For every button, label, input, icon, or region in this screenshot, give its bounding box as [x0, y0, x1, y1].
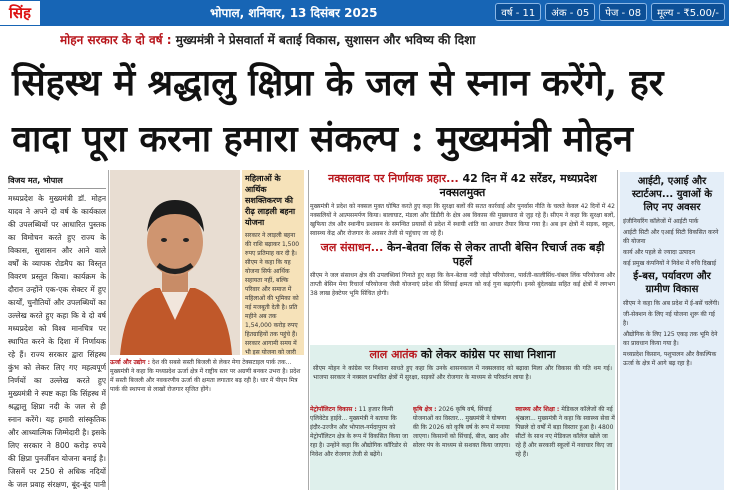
right-sidebar	[620, 172, 724, 490]
water-text: सीएम ने जल संसाधन क्षेत्र की उपलब्धियां गिनाते हुए कहा कि केन-बेतवा नदी जोड़ो परियोजना, पार्वती-कालीसिंध-चंबल लिंक परियोजना और ताप्ती बेसिन मेगा रिचार्ज परियोजना जैसी योजनाएं प्रदेश की सिंचाई क्षमता को कई गुना बढ़ाएंगी। इनसे बुंदेलखंड सहित कई क्षेत्रों में लगभग 38 लाख हेक्टेयर भूमि सिंचित होगी।	[310, 272, 615, 297]
byline: विजय मत, भोपाल	[8, 175, 106, 189]
energy-story	[110, 358, 305, 428]
newspaper-logo[interactable]: सिंह	[0, 1, 40, 25]
meta-year: वर्ष - 11	[495, 3, 541, 21]
agri-label: कृषि क्षेत्र :	[412, 406, 437, 413]
bottom-columns	[310, 405, 615, 490]
water-headline[interactable]	[310, 241, 615, 269]
water-headline-prefix: जल संसाधन...	[320, 241, 384, 254]
red-terror-headline[interactable]	[313, 348, 612, 362]
health-text: मेडिकल कॉलेजों की नई श्रृंखला... मुख्यमंत्री ने कहा कि स्वास्थ्य सेवा में पिछले दो वर्षों में बड़ा विस्तार हुआ है। 4800 सीटों के साथ नए मेडिकल कॉलेज खोले जा रहे हैं और सरकारी स्कूलों में नवाचार किए जा रहे हैं।	[515, 406, 615, 458]
lead-story-column	[8, 175, 106, 490]
ebus-heading[interactable]: ई-बस, पर्यावरण और ग्रामीण विकास	[633, 271, 711, 295]
kicker-rest: मुख्यमंत्री ने प्रेसवार्ता में बताई विकास, सुशासन और भविष्य की दिशा	[171, 33, 476, 47]
it-ai-heading[interactable]: आईटी, एआई और स्टार्टअप... युवाओं के लिए नए अवसर	[631, 176, 713, 213]
red-terror-prefix: लाल आतंक	[369, 348, 418, 361]
masthead-bar	[0, 0, 729, 26]
metro-label: मेट्रोपॉलिटन विकास :	[310, 406, 357, 413]
naxal-headline-rest: 42 दिन में 42 सरेंडर, मध्यप्रदेश नक्सलमुक्त	[439, 172, 597, 199]
list-item: इंजीनियरिंग कॉलेजों में आईटी पार्क	[623, 218, 699, 225]
divider	[617, 170, 618, 490]
list-item: आईटी सिटी और एआई सिटी विकसित करने की योजना	[623, 229, 719, 245]
metro-column	[310, 405, 410, 490]
location-date: भोपाल, शनिवार, 13 दिसंबर 2025	[210, 6, 378, 20]
naxal-headline-prefix: नक्सलवाद पर निर्णायक प्रहार...	[328, 172, 459, 185]
list-item: कई प्रमुख कंपनियों ने निवेश में रुचि दिखाई	[623, 260, 717, 267]
meta-page: पेज - 08	[599, 3, 647, 21]
list-item: कार्य और पहले से ज्यादा उत्पादन	[623, 249, 695, 256]
naxal-story	[310, 172, 615, 340]
list-item: औद्योगिक के लिए 125 एकड़ तक भूमि देने का प्रावधान किया गया है।	[623, 331, 718, 347]
it-ai-list	[623, 217, 721, 268]
water-headline-rest: केन-बेतवा लिंक से लेकर ताप्ती बेसिन रिचार्ज तक बड़ी पहलें	[383, 241, 605, 268]
energy-label: ऊर्जा और उद्योग :	[110, 359, 150, 366]
main-headline[interactable]: सिंहस्थ में श्रद्धालु क्षिप्रा के जल से स्नान करेंगे, हर वादा पूरा करना हमारा संकल्प : मुख्यमंत्री मोहन	[12, 62, 664, 160]
sidebox-text: सरकार ने लाड़ली बहना की राशि बढ़ाकर 1,500 रुपए प्रतिमाह कर दी है। सीएम ने कहा कि यह योजना सिर्फ आर्थिक सहायता नहीं, बल्कि परिवार और समाज में महिलाओं की भूमिका को नई मजबूती देती है। प्रति महीने अब तक 1,54,000 करोड़ रुपए हितग्राहियों तक पहुंचे हैं। सरकार आगामी समय में भी इस योजना को जारी	[245, 232, 300, 355]
list-item: सीएम ने कहा कि अब प्रदेश में ई-बसें चलेंगी।	[623, 300, 720, 307]
divider	[108, 170, 109, 490]
energy-text: देश की सबसे सस्ती बिजली से लेकर मेगा टेक्सटाइल पार्क तक... मुख्यमंत्री ने कहा कि मध्यप्रदेश ऊर्जा क्षेत्र में राष्ट्रीय स्तर पर अग्रणी बनकर उभरा है। प्रदेश में सस्ती बिजली और नवकरणीय ऊर्जा की क्षमता लगातार बढ़ रही है। धार में पीएम मित्र पार्क की स्थापना से लाखों रोजगार सृजित होंगे।	[110, 359, 301, 393]
sidebox-title: महिलाओं के आर्थिक सशक्तिकरण की रीढ़ लाड़ली बहना योजना	[245, 174, 296, 227]
meta-issue: अंक - 05	[545, 3, 595, 21]
divider	[308, 170, 309, 490]
health-column	[515, 405, 615, 490]
health-label: स्वास्थ्य और शिक्षा :	[515, 406, 560, 413]
ebus-list	[623, 299, 721, 368]
agri-text: 2026 कृषि वर्ष, सिंचाई योजनाओं का विस्तार... मुख्यमंत्री ने घोषणा की कि 2026 को कृषि वर्ष के रूप में मनाया जाएगा। किसानों को सिंचाई, बीज, खाद और सोलर पंप के माध्यम से सशक्त किया जाएगा।	[412, 406, 511, 449]
red-terror-rest: को लेकर कांग्रेस पर साधा निशाना	[417, 348, 556, 361]
metro-text: 11 हजार किमी एलिवेटेड हाईवे... मुख्यमंत्री ने बताया कि इंदौर-उज्जैन और भोपाल-नर्मदापुरम को मेट्रोपॉलिटन क्षेत्र के रूप में विकसित किया जा रहा है। उन्होंने कहा कि औद्योगिक कॉरिडोर से निवेश और रोजगार तेजी से बढ़ेंगे।	[310, 406, 409, 458]
meta-price: मूल्य - ₹5.00/-	[651, 3, 725, 21]
naxal-headline[interactable]	[310, 172, 615, 200]
lead-story-text: मध्यप्रदेश के मुख्यमंत्री डॉ. मोहन यादव ने अपने दो वर्ष के कार्यकाल की उपलब्धियों पर आधारित पुस्तक का विमोचन करते हुए राज्य के विकास, सुशासन और आने वाले वर्षों के व्यापक रोडमैप का विस्तृत विवरण प्रस्तुत किया। कार्यक्रम के दौरान उन्होंने एक-एक सेक्टर में हुए कार्यों, चुनौतियों और उपलब्धियों का उल्लेख करते हुए कहा कि वे दो वर्ष मध्यप्रदेश को विश्व मानचित्र पर स्थापित करने के दिशा में निर्णायक रहे हैं। राज्य सरकार द्वारा सिंहस्थ कुंभ को लेकर लिए गए महत्वपूर्ण निर्णयों का उल्लेख करते हुए मुख्यमंत्री ने स्पष्ट कहा कि सिंहस्थ में श्रद्धालु क्षिप्रा नदी के जल से ही स्नान करेंगे। यह हमारी सांस्कृतिक और आध्यात्मिक जिम्मेदारी है। इसके लिए सरकार ने 800 करोड़ रुपये की क्षिप्रा पुनर्जीवन योजना बनाई है। जिसमें पर 250 से अधिक नदियों के जल प्रवाह संरक्षण, बूंद-बूंद पानी	[8, 194, 106, 489]
red-terror-text: सीएम मोहन ने कांग्रेस पर निशाना साधते हुए कहा कि उनके शासनकाल में नक्सलवाद को बढ़ावा मिला और विकास की गति थम गई। भाजपा सरकार ने नक्सल प्रभावित क्षेत्रों में सुरक्षा, सड़कों और रोजगार के माध्यम से परिवर्तन लाया है।	[313, 365, 612, 381]
issue-meta	[495, 3, 725, 21]
agri-column	[413, 405, 513, 490]
kicker-line	[60, 31, 720, 51]
list-item: मध्यप्रदेश किसान, पशुपालन और वैकल्पिक ऊर्जा के क्षेत्र में आगे बढ़ रहा है।	[623, 351, 717, 367]
kicker-prefix: मोहन सरकार के दो वर्ष :	[60, 33, 172, 47]
laadli-behna-box	[242, 170, 304, 355]
chief-minister-photo	[110, 170, 240, 355]
naxal-text: मुख्यमंत्री ने प्रदेश को नक्सल मुक्त घोषित करते हुए कहा कि सुरक्षा बलों की सतत कार्रवाई और पुनर्वास नीति के चलते केवल 42 दिनों में 42 नक्सलियों ने आत्मसमर्पण किया। बालाघाट, मंडला और डिंडौरी के क्षेत्र अब विकास की मुख्यधारा से जुड़ रहे हैं। सीएम ने कहा कि सुरक्षा बलों, खुफिया तंत्र और स्थानीय प्रशासन के समन्वित प्रयासों से प्रदेश में स्थायी शांति का आधार तैयार किया गया है। अब इन क्षेत्रों में सड़क, स्कूल, स्वास्थ्य केंद्र और रोजगार के अवसर तेजी से पहुंचाए जा रहे हैं।	[310, 203, 615, 237]
list-item: जी-सेक्शन के लिए नई योजना शुरू की गई है।	[623, 311, 715, 327]
